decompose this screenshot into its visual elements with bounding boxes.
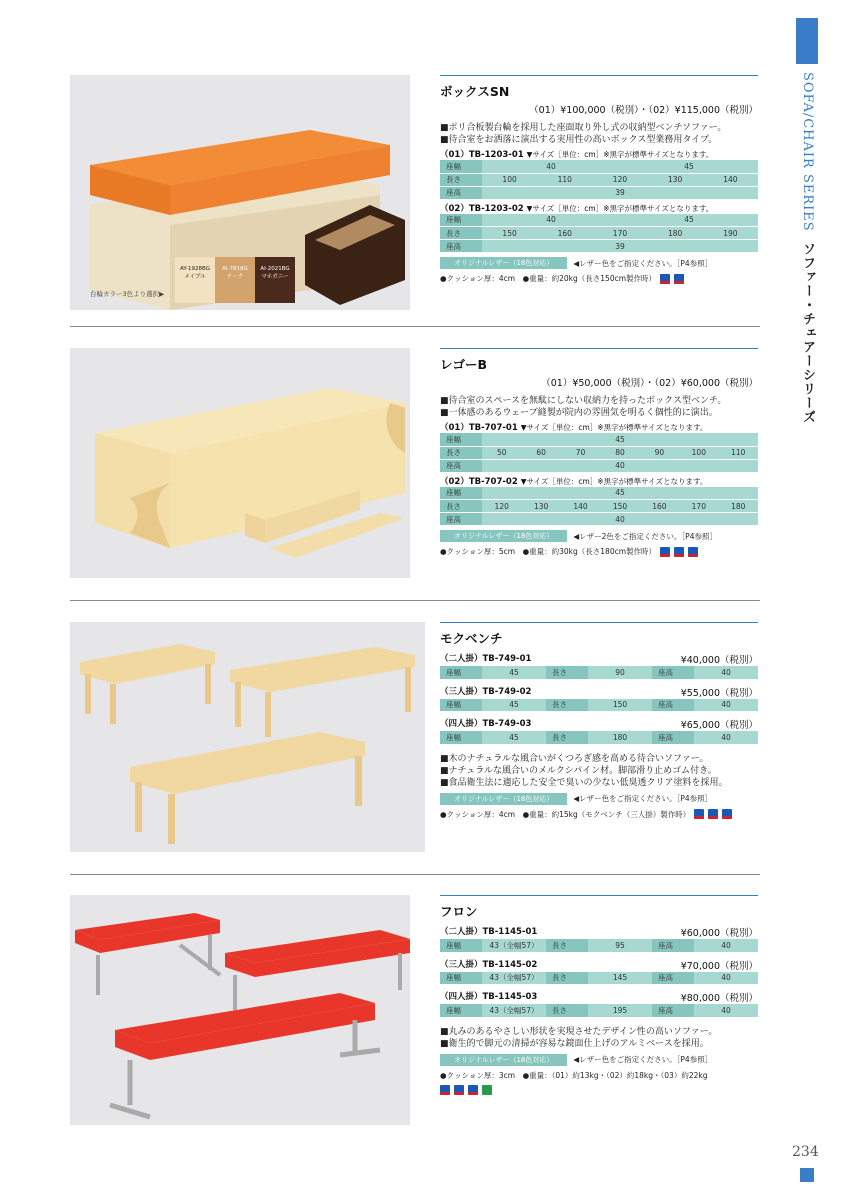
spec-table: 座幅 45 長さ 150 座高 40 — [440, 699, 758, 713]
feature-icons — [440, 1085, 758, 1095]
leather-option: オリジナルレザー（18色対応） ◀レザー2色をご指定ください。［P4参照］ — [440, 530, 758, 542]
product-description: ■木のナチュラルな風合いがくつろぎ感を高める待合いソファー。 ■ナチュラルな風合いのメルクシパイン材。脚部滑り止めゴム付き。 ■食品衛生法に適応した安全で臭いの少ない低臭透クリア塗料を採用。 — [440, 753, 728, 788]
model-row: （三人掛）TB-749-02 ¥55,000（税別） — [440, 686, 758, 699]
product-specs-note: ●クッション厚：4cm ●重量：約20kg（長さ150cm製作時） — [440, 273, 758, 284]
section-divider — [70, 326, 760, 327]
spec-table: 座幅 45 長さ 180 座高 40 — [440, 731, 758, 745]
swatch-maple: AY-1928BG メイプル — [175, 257, 215, 303]
swatch-caption: 台輪カラー3色より選択▶ — [90, 290, 165, 298]
series-title-jp: ソファー・チェアーシリーズ — [800, 241, 815, 424]
product-photo-furon — [70, 895, 410, 1125]
swatch-teak: AI-7818G チーク — [215, 257, 255, 303]
spec-table: 座幅 43（全幅57） 長さ 195 座高 40 — [440, 1004, 758, 1018]
feature-icon — [722, 809, 732, 819]
model-row: （三人掛）TB-1145-02 ¥70,000（税別） — [440, 959, 758, 972]
leather-option: オリジナルレザー（18色対応） ◀レザー色をご指定ください。［P4参照］ — [440, 257, 758, 269]
product-specs-note: ●クッション厚：5cm ●重量：約30kg（長さ180cm製作時） — [440, 546, 758, 557]
product-info-moku-bench — [440, 622, 758, 820]
green-feature-icon — [482, 1085, 492, 1095]
product-name: モクベンチ — [440, 631, 503, 646]
series-title — [790, 72, 824, 432]
spec-table: 座幅 43（全幅57） 長さ 95 座高 40 — [440, 939, 758, 953]
swatch-mahogany: AI-2021BG マホガニー — [255, 257, 295, 303]
feature-icon — [688, 547, 698, 557]
product-specs-note: ●クッション厚：4cm ●重量：約15kg（モクベンチ（三人掛）製作時） — [440, 809, 758, 820]
feature-icon — [454, 1085, 464, 1095]
product-info-lego-b — [440, 348, 758, 557]
product-photo-box-sn — [70, 75, 410, 310]
furon-illustration — [70, 895, 410, 1125]
product-name: レゴーB — [440, 357, 488, 372]
product-price: （01）¥100,000（税別）・（02）¥115,000（税別） — [529, 105, 758, 116]
feature-icon — [708, 809, 718, 819]
product-description: ■待合室のスペースを無駄にしない収納力を持ったボックス型ベンチ。 ■一体感のあるウェーブ縫製が院内の雰囲気を明るく個性的に演出。 — [440, 396, 727, 418]
product-description: ■丸みのあるやさしい形状を実現させたデザイン性の高いソファー。 ■衛生的で脚元の清掃が容易な鏡面仕上げのアルミベースを採用。 — [440, 1026, 718, 1049]
moku-bench-illustration — [70, 622, 425, 852]
spec-table: 座幅 45 長さ 120 130 140 150 160 170 180 座高 40 — [440, 487, 758, 527]
feature-icon — [674, 274, 684, 284]
product-name: フロン — [440, 904, 478, 919]
product-photo-lego-b — [70, 348, 410, 578]
product-specs-note: ●クッション厚：3cm ●重量：（01）約13kg・（02）約18kg・（03）約22kg — [440, 1070, 708, 1080]
page-marker — [800, 1168, 814, 1182]
spec-table: 座幅 45 長さ 90 座高 40 — [440, 666, 758, 680]
section-divider — [70, 874, 760, 875]
variant-model: （01）TB-707-01 ▼サイズ［単位：cm］※黒字が標準サイズとなります。 — [440, 423, 708, 433]
variant-model: （02）TB-707-02 ▼サイズ［単位：cm］※黒字が標準サイズとなります。 — [440, 476, 708, 487]
product-description: ■ポリ合板製台輪を採用した座面取り外し式の収納型ベンチソファー。 ■待合室をお洒落に演出する実用性の高いボックス型業務用タイプ。 — [440, 123, 727, 145]
variant-model: （02）TB-1203-02 ▼サイズ［単位：cm］※黒字が標準サイズとなります。 — [440, 203, 714, 214]
leather-option: オリジナルレザー（18色対応） ◀レザー色をご指定ください。［P4参照］ — [440, 793, 758, 805]
variant-model: （01）TB-1203-01 ▼サイズ［単位：cm］※黒字が標準サイズとなります。 — [440, 150, 714, 160]
product-info-box-sn — [440, 75, 758, 284]
feature-icon — [468, 1085, 478, 1095]
lego-b-illustration — [70, 348, 410, 578]
model-row: （二人掛）TB-749-01 ¥40,000（税別） — [440, 654, 758, 666]
product-name: ボックスSN — [440, 84, 510, 99]
product-info-furon — [440, 895, 758, 1095]
model-row: （二人掛）TB-1145-01 ¥60,000（税別） — [440, 927, 758, 939]
spine-accent-bar — [796, 18, 818, 64]
model-row: （四人掛）TB-749-03 ¥65,000（税別） — [440, 719, 758, 731]
spec-table: 座幅 40 45 長さ 100 110 120 130 140 座高 39 — [440, 160, 758, 200]
feature-icon — [660, 547, 670, 557]
product-price: （01）¥50,000（税別）・（02）¥60,000（税別） — [541, 378, 758, 389]
model-row: （四人掛）TB-1145-03 ¥80,000（税別） — [440, 992, 758, 1004]
spec-table: 座幅 40 45 長さ 150 160 170 180 190 座高 39 — [440, 214, 758, 254]
feature-icon — [674, 547, 684, 557]
spec-table: 座幅 43（全幅57） 長さ 145 座高 40 — [440, 972, 758, 986]
section-divider — [70, 600, 760, 601]
feature-icon — [660, 274, 670, 284]
series-title-en: SOFA/CHAIR SERIES — [800, 72, 815, 232]
spec-table: 座幅 45 長さ 50 60 70 80 90 100 110 座高 40 — [440, 433, 758, 473]
page-number: 234 — [792, 1144, 819, 1160]
leather-option: オリジナルレザー（18色対応） ◀レザー色をご指定ください。［P4参照］ — [440, 1054, 758, 1066]
feature-icon — [440, 1085, 450, 1095]
feature-icon — [694, 809, 704, 819]
product-photo-moku-bench — [70, 622, 425, 852]
